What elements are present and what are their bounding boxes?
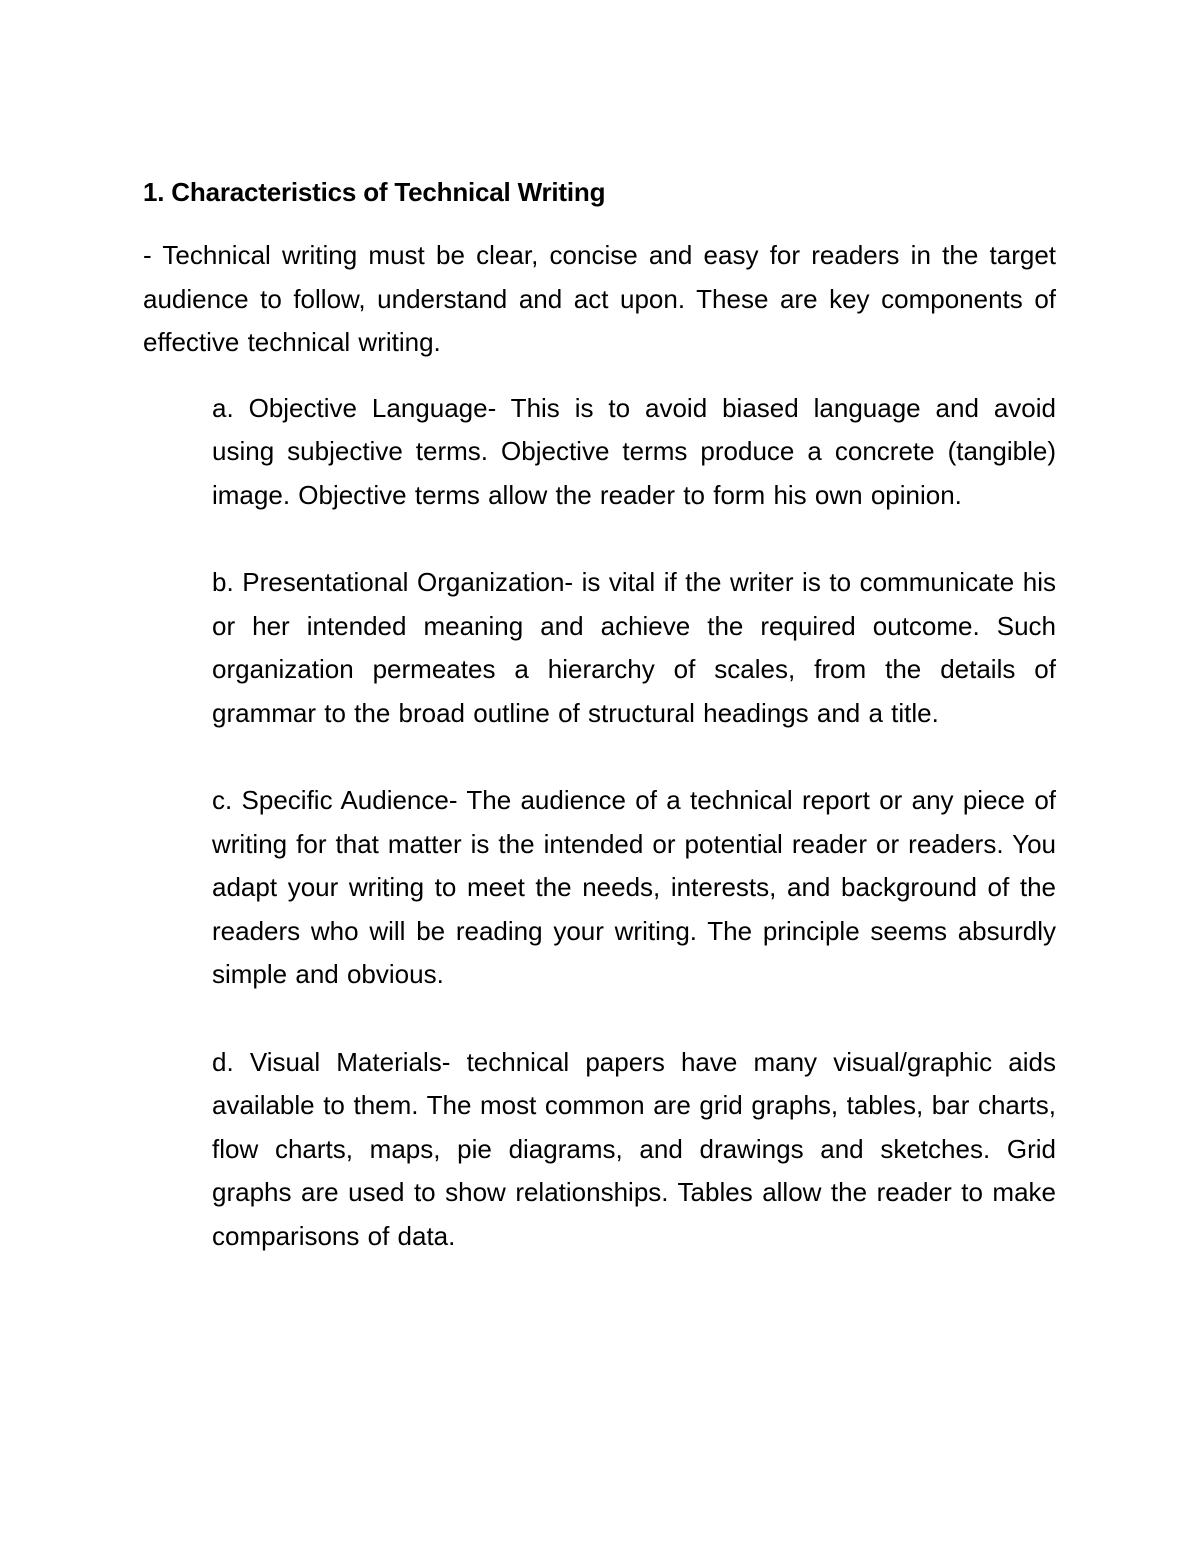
- intro-paragraph: - Technical writing must be clear, concise and easy for readers in the target audience to follow, understand and act upon. These are key components of effective technical writing.: [143, 240, 1056, 357]
- section-heading: 1. Characteristics of Technical Writing: [143, 177, 606, 207]
- list-item-visual-materials: d. Visual Materials- technical papers have many visual/graphic aids available to them. The most common are grid graphs, tables, bar charts, flow charts, maps, pie diagrams, and drawings and sketches. Grid graphs are used to show relationships. Tables allow the reader to make comparisons of data.: [212, 1046, 1056, 1251]
- characteristics-list: [143, 387, 1056, 1259]
- list-item-objective-language: a. Objective Language- This is to avoid biased language and avoid using subjective terms. Objective terms produce a concrete (tangible) image. Objective terms allow the reader to form his own opinion.: [212, 392, 1056, 510]
- list-item-presentational-organization: b. Presentational Organization- is vital if the writer is to communicate his or her intended meaning and achieve the required outcome. Such organization permeates a hierarchy of scales, from the details of grammar to the broad outline of structural headings and a title.: [212, 567, 1056, 728]
- list-item-specific-audience: c. Specific Audience- The audience of a technical report or any piece of writing for that matter is the intended or potential reader or readers. You adapt your writing to meet the needs, interests, and background of the readers who will be reading your writing. The principle seems absurdly simple and obvious.: [212, 785, 1056, 989]
- document-content: [143, 170, 1056, 1258]
